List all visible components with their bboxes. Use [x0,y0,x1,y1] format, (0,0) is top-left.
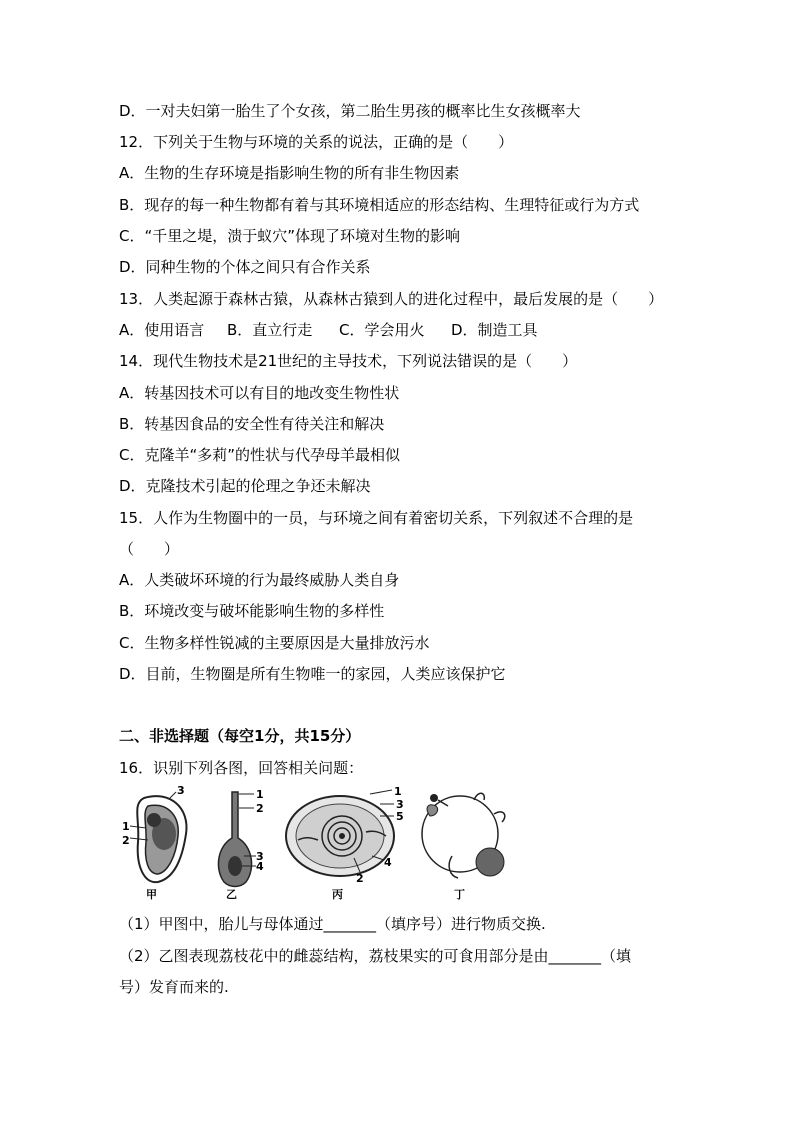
question-14: 14．现代生物技术是21世纪的主导技术，下列说法错误的是（ ） [119,352,578,370]
question-12-option-a: A．生物的生存环境是指影响生物的所有非生物因素 [119,164,460,182]
figure-jia [122,786,187,901]
jia-label-3: 3 [177,786,185,797]
yi-label-2: 2 [256,802,264,815]
biology-figure [118,786,518,902]
bing-label-3: 3 [396,798,404,811]
question-14-option-b: B．转基因食品的安全性有待关注和解决 [119,415,385,433]
bing-label-1: 1 [394,786,402,798]
question-15-option-d: D．目前，生物圈是所有生物唯一的家园，人类应该保护它 [119,665,506,683]
section-2-heading: 二、非选择题（每空1分，共15分） [119,727,361,745]
question-16-sub-2: （2）乙图表现荔枝花中的雌蕊结构，荔枝果实的可食用部分是由_______（填 [119,947,632,965]
question-14-option-c: C．克隆羊“多莉”的性状与代孕母羊最相似 [119,446,401,464]
question-13: 13．人类起源于森林古猿，从森林古猿到人的进化过程中，最后发展的是（ ） [119,290,664,308]
bing-label-4: 4 [384,856,392,869]
question-14-option-d: D．克隆技术引起的伦理之争还未解决 [119,477,371,495]
bing-caption: 丙 [332,888,343,901]
jia-caption: 甲 [146,888,157,901]
question-16: 16．识别下列各图，回答相关问题： [119,759,364,777]
figure-yi [218,788,264,901]
q13-option-a: A．使用语言 [119,321,205,339]
question-15-option-c: C．生物多样性锐减的主要原因是大量排放污水 [119,634,430,652]
line-option-d-prev: D．一对夫妇第一胎生了个女孩，第二胎生男孩的概率比生女孩概率大 [119,102,581,120]
yi-label-4: 4 [256,860,264,873]
jia-label-2: 2 [122,834,130,847]
question-14-option-a: A．转基因技术可以有目的地改变生物性状 [119,384,400,402]
figure-ding [422,793,505,901]
q13-option-c: C．学会用火 [339,321,425,339]
question-13-options [119,320,538,340]
yi-label-3: 3 [256,850,264,863]
yi-label-1: 1 [256,788,264,801]
yi-caption: 乙 [226,888,237,901]
question-16-sub-2-cont: 号）发育而来的. [119,978,229,996]
question-15-paren: （ ） [119,540,180,558]
bing-label-5: 5 [396,810,404,823]
question-15-option-b: B．环境改变与破坏能影响生物的多样性 [119,602,385,620]
bing-label-2: 2 [356,872,364,885]
q13-option-b: B．直立行走 [227,321,313,339]
q13-option-d: D．制造工具 [451,321,538,339]
figure-bing [286,786,404,901]
question-12-option-d: D．同种生物的个体之间只有合作关系 [119,258,371,276]
question-15-option-a: A．人类破坏环境的行为最终威胁人类自身 [119,571,400,589]
ding-caption: 丁 [454,888,465,901]
jia-label-1: 1 [122,820,130,833]
question-12-option-b: B．现存的每一种生物都有着与其环境相适应的形态结构、生理特征或行为方式 [119,196,640,214]
question-16-sub-1: （1）甲图中，胎儿与母体通过_______（填序号）进行物质交换. [119,915,546,933]
question-12-option-c: C．“千里之堤，溃于蚁穴”体现了环境对生物的影响 [119,227,461,245]
question-12: 12．下列关于生物与环境的关系的说法，正确的是（ ） [119,133,514,151]
question-15: 15．人作为生物圈中的一员，与环境之间有着密切关系，下列叙述不合理的是 [119,509,634,527]
